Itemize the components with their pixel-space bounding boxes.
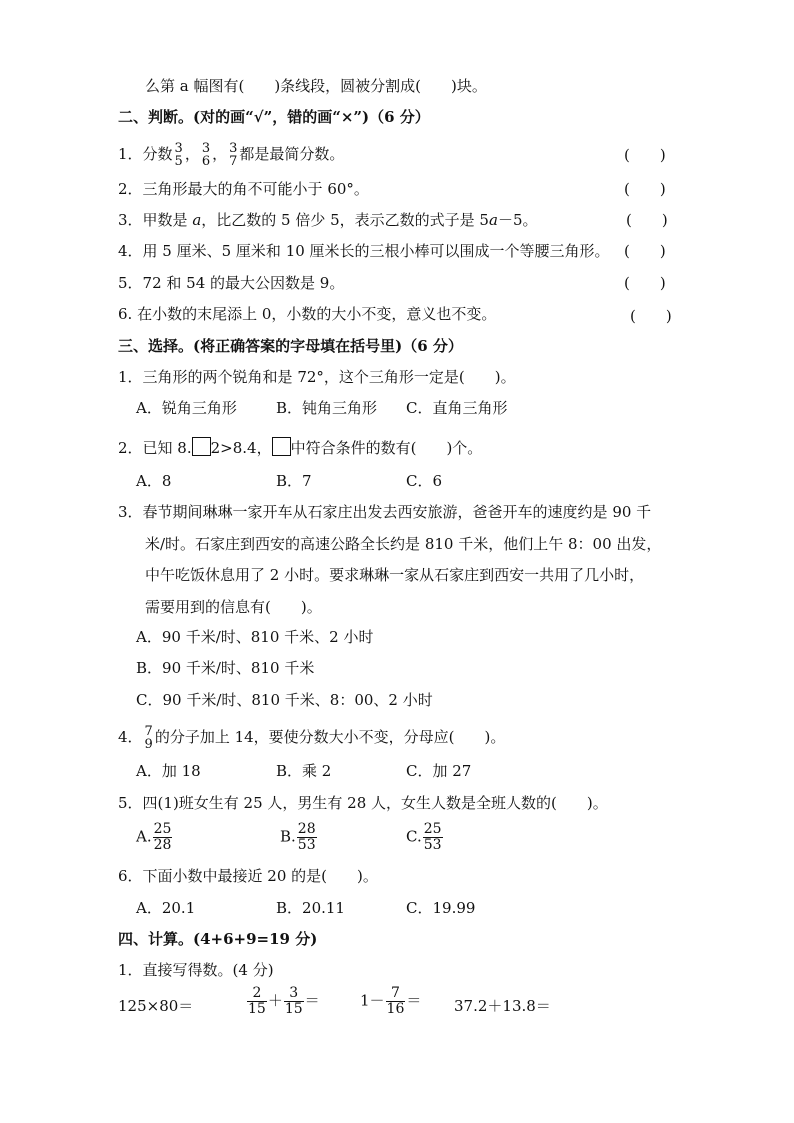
choice-q2-option-c[interactable]: C．6 <box>406 472 443 490</box>
choice-q2-option-b[interactable]: B．7 <box>276 472 312 490</box>
choice-q1-option-a[interactable]: A．锐角三角形 <box>136 399 237 417</box>
choice-q1-option-c[interactable]: C．直角三角形 <box>406 399 508 417</box>
fraction-7-16: $\frac{7}{16}$ <box>386 985 405 1017</box>
calc-q1-title: 1．直接写得数。(4 分) <box>118 961 274 979</box>
judge-q6: 6. 在小数的末尾添上 0，小数的大小不变，意义也不变。 <box>118 305 497 323</box>
judge-q2-answer-blank[interactable]: ( ) <box>624 180 666 198</box>
judge-q1: 1．分数 3 5 ， 3 6 ， 3 7 都是最简分数。 <box>118 141 345 169</box>
judge-q3-answer-blank[interactable]: ( ) <box>626 211 668 229</box>
blank-box <box>272 437 291 456</box>
fraction-3-6: 3 6 <box>201 141 211 169</box>
fraction-2-15: $\frac{2}{15}$ <box>248 985 266 1017</box>
judge-q6-answer-blank[interactable]: ( ) <box>630 307 672 325</box>
calc-expr-4: 37.2＋13.8＝ <box>454 997 551 1015</box>
choice-q5-option-b[interactable]: B. $\frac{28}{53}$ <box>280 821 316 853</box>
judge-q5-answer-blank[interactable]: ( ) <box>624 274 666 292</box>
choice-q6-option-b[interactable]: B．20.11 <box>276 899 345 917</box>
judge-q2: 2．三角形最大的角不可能小于 60°。 <box>118 180 369 198</box>
choice-q5: 5．四(1)班女生有 25 人，男生有 28 人，女生人数是全班人数的( )。 <box>118 794 608 812</box>
fraction-3-5: 3 5 <box>174 141 183 169</box>
choice-q3-option-c[interactable]: C．90 千米/时、810 千米、8：00、2 小时 <box>136 691 433 709</box>
choice-q1-option-b[interactable]: B．钝角三角形 <box>276 399 378 417</box>
top-continuation-line: 么第 a 幅图有( )条线段，圆被分割成( )块。 <box>145 77 487 95</box>
judge-q4-answer-blank[interactable]: ( ) <box>624 242 666 260</box>
calc-expr-1: 125×80＝ <box>118 997 194 1015</box>
choice-q6-option-a[interactable]: A．20.1 <box>136 899 196 917</box>
fraction-28-53: $\frac{28}{53}$ <box>297 821 316 853</box>
choice-q3-option-b[interactable]: B．90 千米/时、810 千米 <box>136 659 315 677</box>
choice-q4: 4． 7 9 的分子加上 14，要使分数大小不变，分母应( )。 <box>118 724 506 752</box>
choice-q6: 6．下面小数中最接近 20 的是( )。 <box>118 867 378 885</box>
fraction-25-53: $\frac{25}{53}$ <box>423 821 442 853</box>
judge-q4: 4．用 5 厘米、5 厘米和 10 厘米长的三根小棒可以围成一个等腰三角形。 <box>118 242 610 260</box>
judge-q1-suffix: 都是最简分数。 <box>239 145 345 163</box>
choice-q5-option-a[interactable]: A. $\frac{25}{28}$ <box>136 821 172 853</box>
fraction-3-15: $\frac{3}{15}$ <box>284 985 303 1017</box>
calc-expr-2: $\frac{2}{15}$ ＋ $\frac{3}{15}$ ＝ <box>248 985 320 1017</box>
section2-title: 二、判断。(对的画“√”，错的画“×”)（6 分） <box>118 108 430 126</box>
choice-q3-line4: 需要用到的信息有( )。 <box>145 598 322 616</box>
judge-q3: 3．甲数是 a，比乙数的 5 倍少 5，表示乙数的式子是 5a－5。 <box>118 211 538 229</box>
judge-q1-answer-blank[interactable]: ( ) <box>624 146 666 164</box>
choice-q2: 2．已知 8. 2>8.4， 中符合条件的数有( )个。 <box>118 439 483 457</box>
section4-title: 四、计算。(4+6+9=19 分) <box>118 930 318 948</box>
section3-title: 三、选择。(将正确答案的字母填在括号里)（6 分） <box>118 337 463 355</box>
choice-q5-option-c[interactable]: C. $\frac{25}{53}$ <box>406 821 442 853</box>
calc-expr-3: 1－ $\frac{7}{16}$ ＝ <box>360 985 422 1017</box>
fraction-25-28: $\frac{25}{28}$ <box>153 821 172 853</box>
choice-q3-line1: 3．春节期间琳琳一家开车从石家庄出发去西安旅游，爸爸开车的速度约是 90 千 <box>118 503 652 521</box>
fraction-3-7: 3 7 <box>229 141 238 169</box>
choice-q6-option-c[interactable]: C．19.99 <box>406 899 476 917</box>
choice-q2-option-a[interactable]: A．8 <box>136 472 172 490</box>
choice-q1: 1．三角形的两个锐角和是 72°，这个三角形一定是( )。 <box>118 368 516 386</box>
choice-q3-line3: 中午吃饭休息用了 2 小时。要求琳琳一家从石家庄到西安一共用了几小时， <box>145 566 645 584</box>
choice-q3-option-a[interactable]: A．90 千米/时、810 千米、2 小时 <box>136 628 374 646</box>
fraction-7-9: 7 9 <box>144 724 153 752</box>
judge-q1-prefix: 1．分数 <box>118 145 173 163</box>
judge-q5: 5．72 和 54 的最大公因数是 9。 <box>118 274 345 292</box>
blank-box <box>192 437 211 456</box>
choice-q4-option-c[interactable]: C．加 27 <box>406 762 472 780</box>
choice-q4-option-b[interactable]: B．乘 2 <box>276 762 332 780</box>
choice-q4-option-a[interactable]: A．加 18 <box>136 762 201 780</box>
choice-q3-line2: 米/时。石家庄到西安的高速公路全长约是 810 千米，他们上午 8：00 出发， <box>145 535 662 553</box>
